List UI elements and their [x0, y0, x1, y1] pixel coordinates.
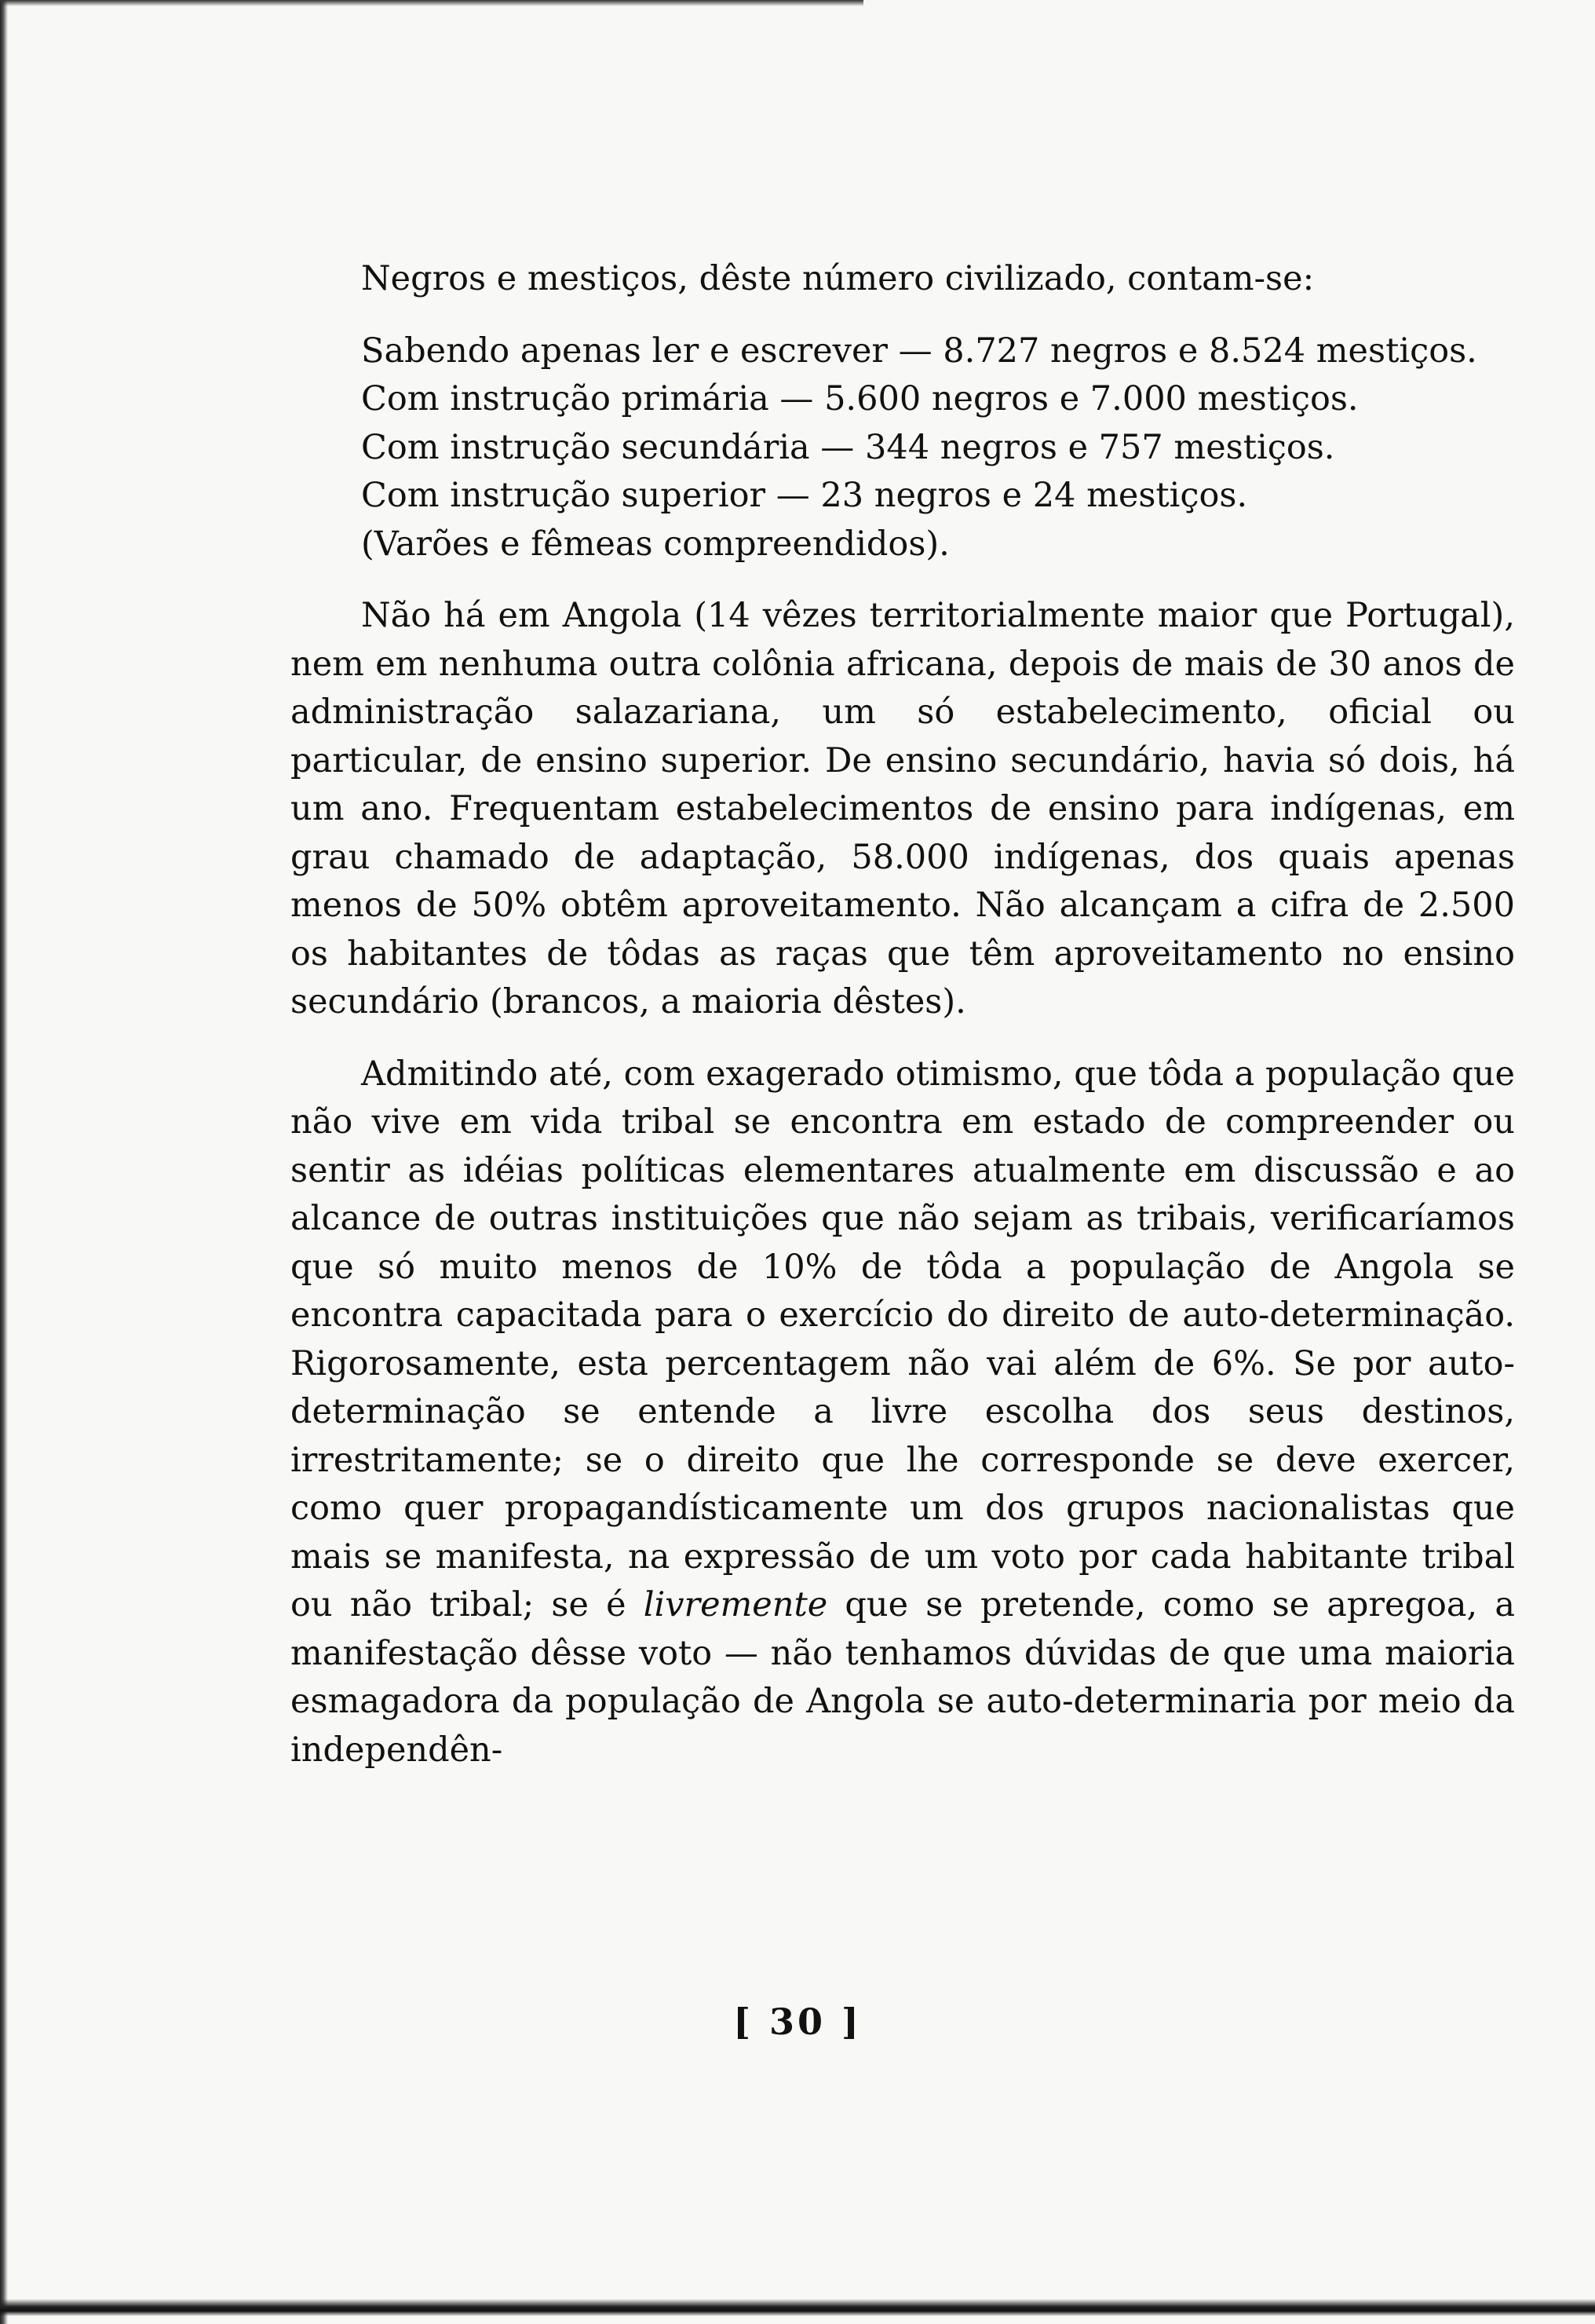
paragraph-text-end: que se pretende, como se apregoa, a manifestação dêsse voto — não tenhamos dúvidas de que uma maioria esmagadora da população de Angola se auto-determinaria por meio da independên- [290, 1585, 1515, 1770]
paragraph-self-determination [290, 1051, 1515, 1775]
list-item-text: Sabendo apenas ler e escrever — 8.727 negros e 8.524 mestiços. [361, 331, 1477, 371]
page-number: [ 30 ] [733, 2001, 862, 2043]
paragraph-text-start: Admitindo até, com exagerado otimismo, que tôda a população que não vive em vida tribal se encontra em estado de compreender ou sentir as idéias políticas elementares atualmente em discussão e ao alcance de outras instituições que não sejam as tribais, verificaríamos que só muito menos de 10% de tôda a população de Angola se encontra capacitada para o exercício do direito de auto-determinação. Rigorosamente, esta percentagem não vai além de 6%. Se por auto-determinação se entende a livre escolha dos seus destinos, irrestritamente; se o direito que lhe corresponde se deve exercer, como quer propagandísticamente um dos grupos nacionalistas que mais se manifesta, na expressão de um voto por cada habitante tribal ou não tribal; se é [290, 1054, 1515, 1624]
list-item: (Varões e fêmeas compreendidos). [361, 524, 950, 564]
scan-edge-top [0, 0, 863, 6]
intro-line: Negros e mestiços, dêste número civilizado, contam-se: [361, 259, 1315, 298]
scan-edge-bottom [0, 2299, 1595, 2316]
page-body [290, 255, 1515, 1798]
list-item [290, 327, 1515, 376]
paragraph-text-italic: livremente [643, 1585, 828, 1624]
paragraph-angola-education: Não há em Angola (14 vêzes territorialmente maior que Portugal), nem em nenhuma outra colônia africana, depois de mais de 30 anos de administração salazariana, um só estabelecimento, oficial ou particular, de ensino superior. De ensino secundário, havia só dois, há um ano. Frequentam estabelecimentos de ensino para indígenas, em grau chamado de adaptação, 58.000 indígenas, dos quais apenas menos de 50% obtêm aproveitamento. Não alcançam a cifra de 2.500 os habitantes de tôdas as raças que têm aproveitamento no ensino secundário (brancos, a maioria dêstes). [290, 596, 1515, 1021]
education-list [290, 327, 1515, 569]
scan-edge-left [0, 0, 8, 2324]
list-item: Com instrução secundária — 344 negros e 757 mestiços. [361, 427, 1335, 467]
list-item: Com instrução primária — 5.600 negros e 7.000 mestiços. [361, 379, 1359, 418]
list-item: Com instrução superior — 23 negros e 24 mestiços. [361, 476, 1248, 515]
